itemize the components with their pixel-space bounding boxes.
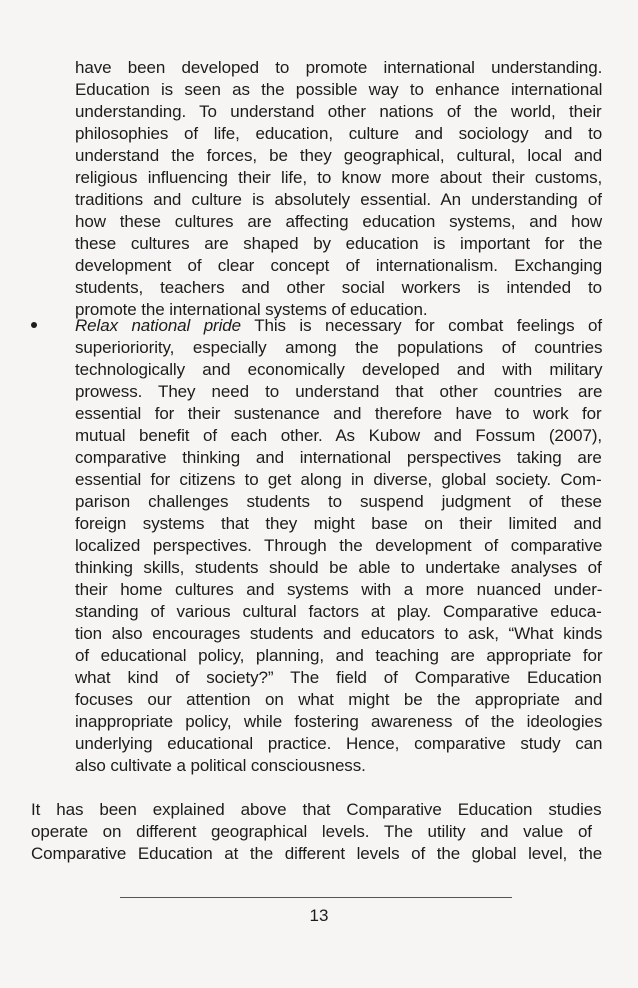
text-line: standing of various cultural factors at play. Comparative educa- xyxy=(75,602,602,621)
text-line: Education is seen as the possible way to enhance international xyxy=(75,80,603,99)
page-number: 13 xyxy=(309,906,329,925)
text-line: traditions and culture is absolutely essential. An understanding of xyxy=(75,190,602,209)
text-line: their home cultures and systems with a more nuanced under- xyxy=(75,580,603,599)
text-line: of educational policy, planning, and teaching are appropriate for xyxy=(75,646,603,665)
bullet-first-line-text: This is necessary for combat feelings of xyxy=(241,316,603,335)
text-line: religious influencing their life, to know more about their customs, xyxy=(75,168,603,187)
text-line: how these cultures are affecting education systems, and how xyxy=(75,212,603,231)
text-line: foreign systems that they might base on their limited and xyxy=(75,514,602,533)
text-line: thinking skills, students should be able to undertake analyses of xyxy=(75,558,602,577)
text-line: It has been explained above that Comparative Education studies xyxy=(31,800,602,819)
text-line: development of clear concept of internationalism. Exchanging xyxy=(75,256,603,275)
text-line: prowess. They need to understand that other countries are xyxy=(75,382,603,401)
text-line: technologically and economically developed and with military xyxy=(75,360,603,379)
text-line: have been developed to promote international understanding. xyxy=(75,58,603,77)
text-line: promote the international systems of education. xyxy=(75,300,428,319)
text-line: mutual benefit of each other. As Kubow and Fossum (2007), xyxy=(75,426,603,445)
text-line: what kind of society?” The field of Comparative Education xyxy=(75,668,602,687)
text-line: essential for their sustenance and therefore have to work for xyxy=(75,404,602,423)
text-line: students, teachers and other social workers is intended to xyxy=(75,278,602,297)
text-line: tion also encourages students and educators to ask, “What kinds xyxy=(75,624,603,643)
text-line: also cultivate a political consciousness. xyxy=(75,756,366,775)
footer-rule xyxy=(120,897,512,898)
text-line: understanding. To understand other nations of the world, their xyxy=(75,102,602,121)
bullet-marker xyxy=(31,322,37,328)
text-line: understand the forces, be they geographical, cultural, local and xyxy=(75,146,603,165)
text-line: underlying educational practice. Hence, comparative study can xyxy=(75,734,603,753)
text-line: these cultures are shaped by education is important for the xyxy=(75,234,603,253)
text-line: focuses our attention on what might be the appropriate and xyxy=(75,690,603,709)
text-line: parison challenges students to suspend judgment of these xyxy=(75,492,602,511)
text-line: operate on different geographical levels. The utility and value of xyxy=(31,822,592,841)
text-line: inappropriate policy, while fostering awareness of the ideologies xyxy=(75,712,603,731)
text-line: comparative thinking and international perspectives taking are xyxy=(75,448,602,467)
bullet-first-line xyxy=(75,315,602,336)
text-line: essential for citizens to get along in diverse, global society. Com- xyxy=(75,470,602,489)
bullet-title: Relax national pride xyxy=(75,316,242,335)
text-line: localized perspectives. Through the development of comparative xyxy=(75,536,603,555)
text-line: Comparative Education at the different levels of the global level, the xyxy=(31,844,603,863)
text-line: superioriority, especially among the populations of countries xyxy=(75,338,603,357)
text-line: philosophies of life, education, culture and sociology and to xyxy=(75,124,603,143)
